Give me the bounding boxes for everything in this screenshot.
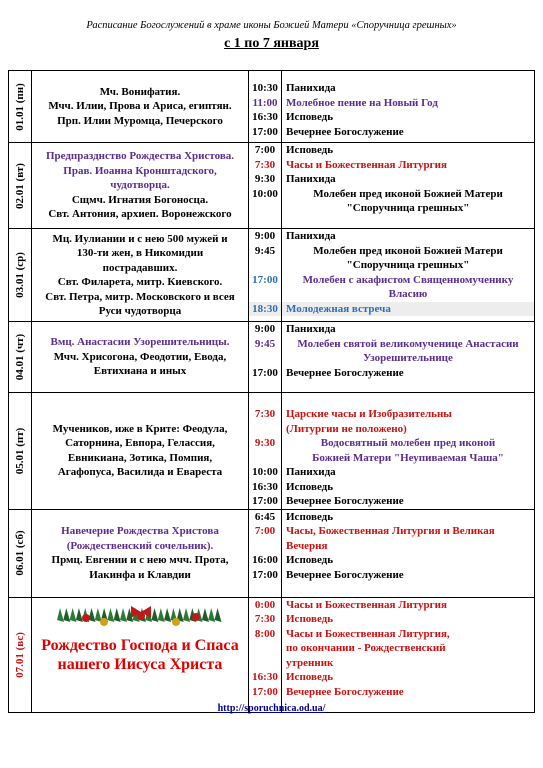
times-cell bbox=[249, 322, 282, 393]
day-label-cell bbox=[9, 509, 32, 597]
service-time: 18:30 bbox=[249, 302, 281, 317]
service-name: Панихида bbox=[286, 173, 336, 185]
saint-line-highlight: Прав. Иоанна Кронштадского, bbox=[63, 164, 217, 177]
saints-cell bbox=[32, 229, 249, 322]
website-link[interactable]: http://sporuchnica.od.ua/ bbox=[217, 703, 326, 714]
service-name: Божией Матери "Неупиваемая Чаша" bbox=[312, 451, 504, 464]
saint-line: Евтихиана и иных bbox=[93, 365, 187, 378]
service-name: Вечернее Богослужение bbox=[286, 495, 404, 507]
service-name: Узорешительнице bbox=[363, 352, 453, 364]
saint-line: Мч. Вонифатия. bbox=[99, 85, 181, 98]
saint-line-highlight: Навечерие Рождества Христова bbox=[61, 525, 219, 537]
schedule-table bbox=[8, 70, 535, 713]
saint-line: Свт. Антония, архиеп. Воронежского bbox=[48, 208, 232, 221]
service-name: Молодежная встреча bbox=[282, 302, 534, 317]
service-name: Молебное пение на Новый Год bbox=[286, 96, 438, 109]
schedule-period: с 1 по 7 января bbox=[224, 36, 319, 51]
times-cell bbox=[249, 597, 282, 712]
service-time: 7:00 bbox=[254, 144, 276, 156]
service-name: Панихида bbox=[286, 466, 336, 478]
day-row bbox=[9, 393, 535, 510]
service-name: Молебен святой великомученице Анастасии bbox=[297, 337, 519, 350]
fir-garland-icon bbox=[56, 600, 226, 630]
service-time: 7:30 bbox=[254, 408, 276, 420]
events-cell bbox=[282, 322, 535, 393]
service-name: (Литургии не положено) bbox=[286, 422, 407, 435]
saint-line: Сщмч. Игнатия Богоносца. bbox=[71, 193, 209, 206]
service-time: 17:00 bbox=[252, 366, 278, 379]
service-name: Молебен пред иконой Божией Матери bbox=[313, 187, 503, 200]
footer bbox=[0, 703, 543, 714]
service-time: 8:00 bbox=[254, 627, 276, 640]
service-name: Исповедь bbox=[286, 144, 334, 156]
service-name: Часы и Божественная Литургия, bbox=[286, 627, 450, 640]
day-label-cell bbox=[9, 597, 32, 712]
service-name: по окончании - Рождественский bbox=[286, 642, 446, 654]
service-time: 17:00 bbox=[252, 495, 278, 507]
service-name: Панихида bbox=[286, 230, 336, 242]
service-name: Часы и Божественная Литургия bbox=[286, 598, 447, 611]
day-label: 05.01 (пт) bbox=[14, 427, 26, 475]
day-label: 03.01 (ср) bbox=[14, 252, 26, 298]
saint-line: пострадавших. bbox=[102, 261, 178, 274]
saint-line-highlight: (Рождественский сочельник). bbox=[66, 539, 214, 552]
service-name: Исповедь bbox=[286, 111, 334, 123]
saint-line-highlight: Предпразднство Рождества Христова. bbox=[45, 150, 235, 163]
saint-line: Прмц. Евгении и с нею мчч. Прота, bbox=[51, 554, 229, 566]
service-time-spacer bbox=[249, 641, 281, 656]
saints-cell bbox=[32, 143, 249, 229]
service-name: Панихида bbox=[286, 323, 336, 335]
day-row bbox=[9, 322, 535, 393]
service-time-spacer bbox=[249, 539, 281, 554]
saint-line: Саторнина, Евпора, Гелассия, bbox=[65, 437, 215, 450]
service-name: "Споручница грешных" bbox=[346, 202, 470, 214]
saint-line-highlight: Вмц. Анастасии Узорешительницы. bbox=[50, 336, 230, 349]
service-time-spacer bbox=[249, 258, 281, 273]
service-time: 9:45 bbox=[254, 244, 276, 257]
saint-line: Евникиана, Зотика, Помпия, bbox=[67, 451, 213, 464]
service-time: 9:00 bbox=[254, 230, 276, 242]
service-time: 10:30 bbox=[252, 82, 278, 94]
day-row bbox=[9, 509, 535, 597]
day-row bbox=[9, 143, 535, 229]
day-label: 07.01 (вс) bbox=[14, 631, 26, 678]
feast-banner bbox=[32, 598, 248, 712]
events-cell bbox=[282, 71, 535, 143]
service-time-spacer bbox=[249, 451, 281, 466]
saint-line: Мчч. Илии, Прова и Ариса, египтян. bbox=[48, 100, 232, 113]
service-time: 11:00 bbox=[252, 96, 278, 109]
times-cell bbox=[249, 509, 282, 597]
day-label: 04.01 (чт) bbox=[14, 333, 26, 381]
service-name: утренник bbox=[286, 656, 334, 669]
service-name: Вечернее Богослужение bbox=[286, 685, 404, 698]
saint-line: Мчч. Хрисогона, Феодотии, Евода, bbox=[53, 350, 227, 363]
saints-cell bbox=[32, 393, 249, 510]
service-name: Исповедь bbox=[286, 510, 334, 523]
events-cell bbox=[282, 229, 535, 322]
times-cell bbox=[249, 71, 282, 143]
service-time-spacer bbox=[249, 422, 281, 437]
saint-line: Мц. Иулиании и с нею 500 мужей и bbox=[52, 232, 228, 245]
day-row bbox=[9, 597, 535, 712]
service-name: Вечернее Богослужение bbox=[286, 568, 404, 581]
service-name: Вечернее Богослужение bbox=[286, 366, 404, 379]
service-time: 0:00 bbox=[254, 598, 276, 611]
feast-title-line: Рождество Господа и Спаса bbox=[41, 636, 239, 654]
feast-title-line: нашего Иисуса Христа bbox=[57, 655, 223, 673]
service-time: 7:30 bbox=[254, 158, 276, 171]
service-name: Вечерня bbox=[286, 539, 328, 552]
service-time-spacer bbox=[249, 201, 281, 216]
service-name: Царские часы и Изобразительны bbox=[286, 408, 452, 420]
saint-line: Свт. Филарета, митр. Киевского. bbox=[57, 276, 223, 288]
saint-line: Свт. Петра, митр. Московского и всея bbox=[45, 290, 235, 303]
service-name: Панихида bbox=[286, 82, 336, 94]
day-label-cell bbox=[9, 322, 32, 393]
service-name: Исповедь bbox=[286, 480, 334, 493]
page-title: Расписание Богослужений в храме иконы Божией Матери «Споручница грешных» bbox=[86, 20, 457, 31]
saints-cell bbox=[32, 597, 249, 712]
events-cell bbox=[282, 597, 535, 712]
service-time: 16:30 bbox=[252, 480, 278, 493]
day-label: 02.01 (вт) bbox=[14, 162, 26, 209]
service-time: 17:00 bbox=[252, 685, 278, 698]
service-name: Водосвятный молебен пред иконой bbox=[320, 437, 496, 449]
schedule-body bbox=[9, 71, 535, 713]
service-time: 16:30 bbox=[252, 671, 278, 683]
service-time: 9:30 bbox=[254, 173, 276, 185]
service-time: 7:00 bbox=[254, 525, 276, 537]
service-time: 9:30 bbox=[254, 437, 276, 449]
service-time: 16:00 bbox=[252, 554, 278, 566]
saint-line: Иакинфа и Клавдии bbox=[89, 568, 191, 581]
service-time: 6:45 bbox=[254, 510, 276, 523]
service-time: 10:00 bbox=[252, 466, 278, 478]
saint-line: Прп. Илии Муромца, Печерского bbox=[57, 114, 223, 127]
service-time-spacer bbox=[249, 287, 281, 302]
saints-cell bbox=[32, 322, 249, 393]
events-cell bbox=[282, 393, 535, 510]
service-time: 17:00 bbox=[252, 273, 278, 286]
events-cell bbox=[282, 143, 535, 229]
service-name: Часы и Божественная Литургия bbox=[286, 158, 447, 171]
saint-line: 130-ти жен, в Никомидии bbox=[76, 247, 204, 259]
service-name: Власию bbox=[388, 288, 428, 300]
service-name: Исповедь bbox=[286, 554, 334, 566]
day-row bbox=[9, 71, 535, 143]
service-time-spacer bbox=[249, 351, 281, 366]
saint-line-highlight: чудотворца. bbox=[110, 179, 170, 192]
saint-line: Руси чудотворца bbox=[98, 305, 182, 317]
day-label: 01.01 (пн) bbox=[14, 82, 26, 131]
service-name: Молебен с акафистом Священномученику bbox=[302, 273, 514, 286]
service-name: Часы, Божественная Литургия и Великая bbox=[286, 525, 495, 537]
day-label-cell bbox=[9, 229, 32, 322]
service-time: 17:00 bbox=[252, 568, 278, 581]
times-cell bbox=[249, 393, 282, 510]
service-name: Молебен пред иконой Божией Матери bbox=[313, 244, 503, 257]
day-label: 06.01 (сб) bbox=[14, 530, 26, 576]
service-name: Исповедь bbox=[286, 671, 334, 683]
service-name: "Споручница грешных" bbox=[346, 259, 470, 271]
times-cell bbox=[249, 229, 282, 322]
service-time: 9:00 bbox=[254, 323, 276, 335]
service-time-spacer bbox=[249, 656, 281, 671]
day-label-cell bbox=[9, 393, 32, 510]
service-name: Исповедь bbox=[286, 613, 334, 625]
service-name: Вечернее Богослужение bbox=[286, 125, 404, 138]
service-time: 10:00 bbox=[252, 187, 278, 200]
saints-cell bbox=[32, 509, 249, 597]
saints-cell bbox=[32, 71, 249, 143]
service-time: 17:00 bbox=[252, 125, 278, 138]
saint-line: Мучеников, иже в Крите: Феодула, bbox=[52, 422, 228, 435]
service-time: 9:45 bbox=[254, 337, 276, 350]
times-cell bbox=[249, 143, 282, 229]
day-label-cell bbox=[9, 71, 32, 143]
service-time: 7:30 bbox=[254, 613, 276, 625]
events-cell bbox=[282, 509, 535, 597]
service-time: 16:30 bbox=[252, 111, 278, 123]
saint-line: Агафопуса, Василида и Евареста bbox=[57, 466, 223, 479]
day-label-cell bbox=[9, 143, 32, 229]
day-row bbox=[9, 229, 535, 322]
